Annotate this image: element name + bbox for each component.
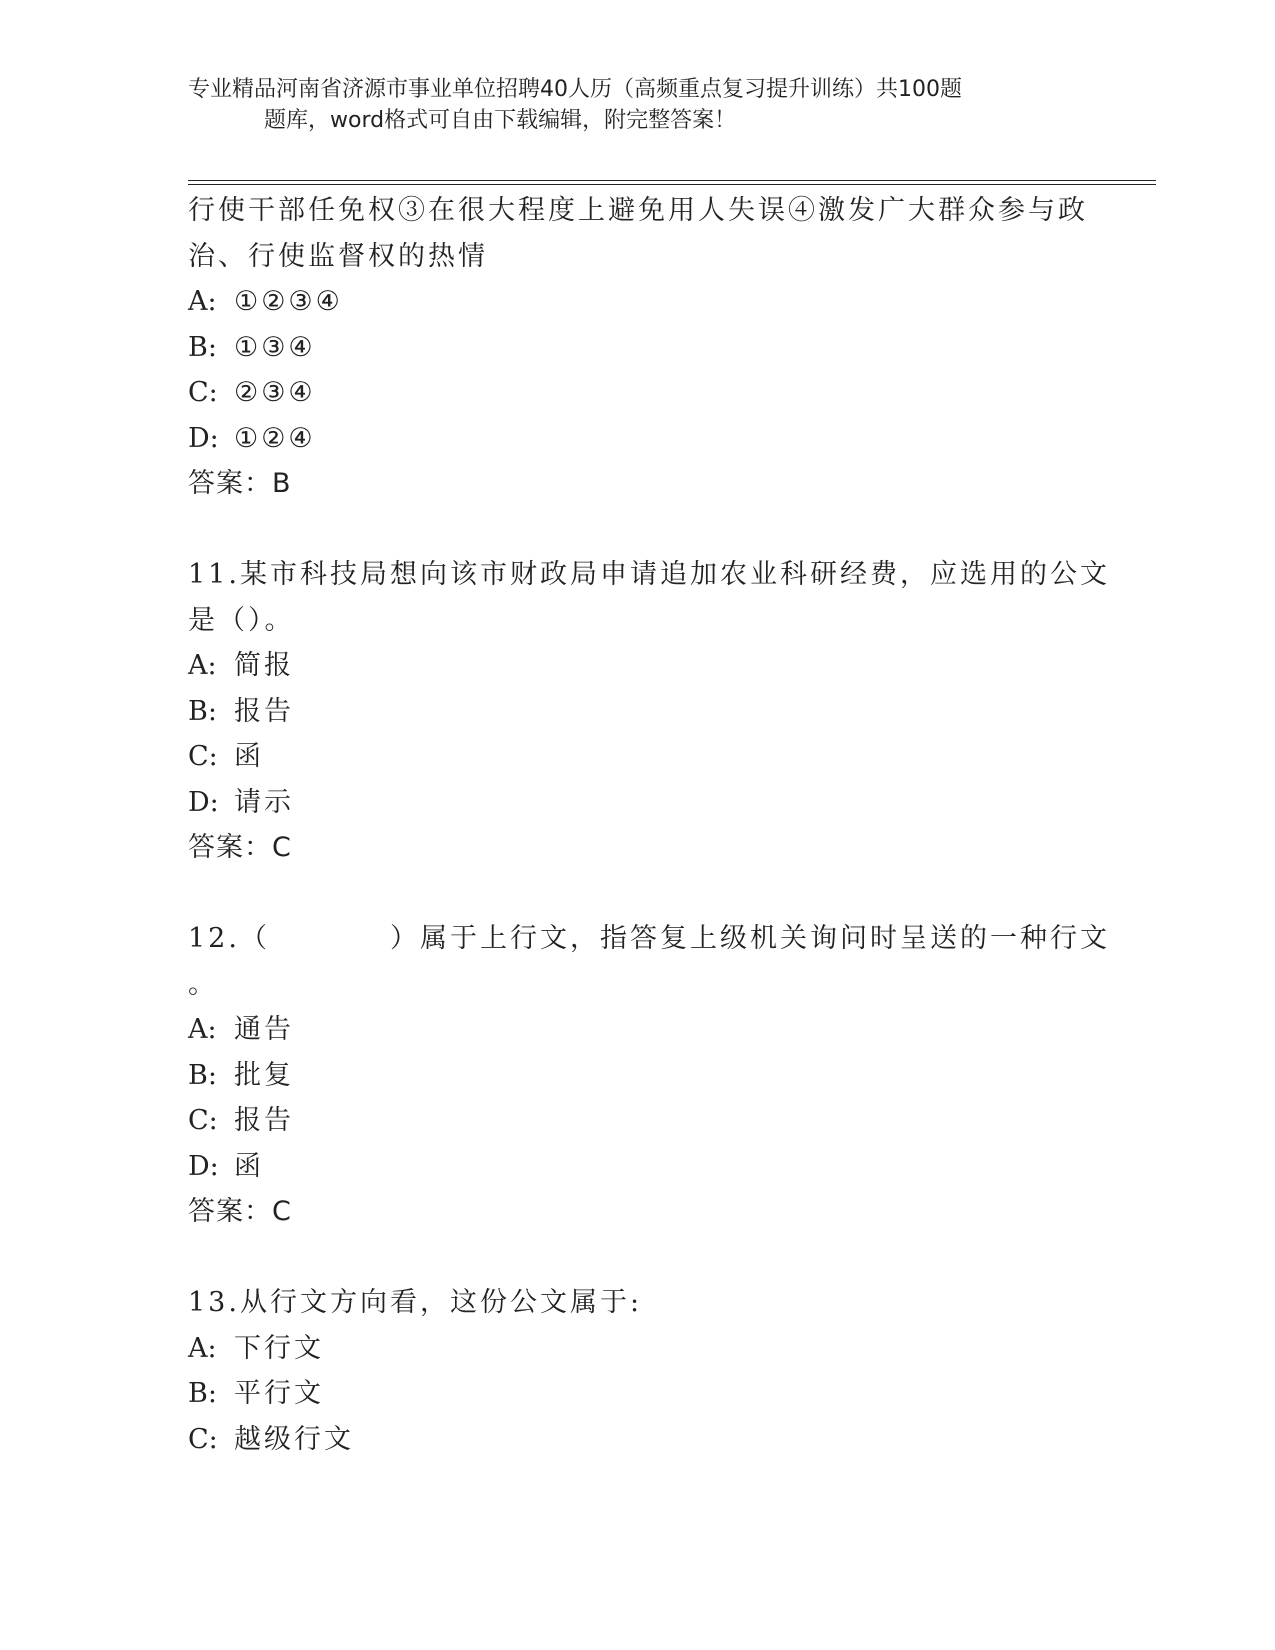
- question-text-line: 13.从行文方向看，这份公文属于:: [188, 1287, 643, 1318]
- question-text-line: 11.某市科技局想向该市财政局申请追加农业科研经费，应选用的公文: [188, 559, 1110, 590]
- option-text: 函: [234, 741, 264, 772]
- option-c: [188, 734, 1088, 780]
- question-text-line: 治、行使监督权的热情: [188, 240, 488, 272]
- question-text-line: [188, 916, 1110, 962]
- option-text: 通告: [234, 1014, 294, 1045]
- option-text: 批复: [234, 1059, 294, 1091]
- option-label: C:: [188, 1423, 218, 1455]
- spacer: [188, 871, 1088, 917]
- option-text: 请示: [234, 786, 294, 818]
- option-label: B:: [188, 1059, 217, 1091]
- question-12: [188, 916, 1110, 1235]
- option-label: C:: [188, 377, 218, 408]
- option-label: C:: [188, 741, 218, 772]
- option-d: [188, 780, 1088, 826]
- option-text: ①③④: [234, 331, 316, 363]
- option-text: ②③④: [234, 377, 316, 408]
- option-a: [188, 279, 1088, 325]
- option-text: 越级行文: [234, 1423, 354, 1455]
- option-label: D:: [188, 422, 219, 454]
- option-text: 报告: [234, 1105, 294, 1136]
- option-label: A:: [188, 1014, 217, 1045]
- option-label: A:: [188, 286, 217, 317]
- option-c: [188, 1098, 1088, 1144]
- answer-line: 答案：B: [188, 468, 292, 499]
- option-text: ①②③④: [234, 286, 343, 317]
- question-10: [188, 188, 1088, 507]
- option-b: [188, 1053, 1088, 1099]
- document-header: [188, 74, 1088, 136]
- option-d: [188, 1144, 1088, 1190]
- header-divider-bottom: [188, 184, 1156, 185]
- option-b: [188, 1371, 1088, 1417]
- header-divider-top: [188, 180, 1156, 181]
- option-label: D:: [188, 1150, 219, 1182]
- header-title-line1: 专业精品河南省济源市事业单位招聘40人历（高频重点复习提升训练）共100题: [188, 77, 962, 102]
- option-b: [188, 325, 1088, 371]
- option-label: A:: [188, 650, 217, 681]
- option-c: [188, 370, 1088, 416]
- question-text-line: 。: [188, 968, 218, 1000]
- option-label: B:: [188, 1378, 217, 1409]
- question-suffix: ）属于上行文，指答复上级机关询问时呈送的一种行文: [389, 923, 1110, 954]
- option-label: B:: [188, 695, 217, 727]
- answer-line: 答案：C: [188, 1196, 292, 1227]
- option-b: [188, 689, 1088, 735]
- question-text-line: 是（）。: [188, 604, 295, 636]
- option-text: 平行文: [234, 1378, 324, 1409]
- option-c: [188, 1417, 1088, 1463]
- option-label: D:: [188, 786, 219, 818]
- option-label: C:: [188, 1105, 218, 1136]
- question-13: [188, 1280, 1088, 1462]
- option-label: B:: [188, 331, 217, 363]
- option-a: [188, 1007, 1088, 1053]
- option-a: [188, 643, 1088, 689]
- question-11: [188, 552, 1110, 871]
- option-text: ①②④: [234, 422, 316, 454]
- header-title-line2: 题库，word格式可自由下载编辑，附完整答案！: [264, 108, 737, 133]
- spacer: [188, 507, 1088, 553]
- option-text: 函: [234, 1150, 264, 1182]
- option-d: [188, 416, 1088, 462]
- question-list: [188, 188, 1110, 1462]
- spacer: [188, 1235, 1088, 1281]
- option-a: [188, 1326, 1088, 1372]
- answer-line: 答案：C: [188, 832, 292, 863]
- option-label: A:: [188, 1332, 217, 1364]
- question-text-line: 行使干部任免权③在很大程度上避免用人失误④激发广大群众参与政: [188, 195, 1088, 226]
- option-text: 简报: [234, 650, 294, 681]
- option-text: 下行文: [234, 1332, 324, 1364]
- question-prefix: 12.（: [188, 923, 270, 954]
- option-text: 报告: [234, 695, 294, 727]
